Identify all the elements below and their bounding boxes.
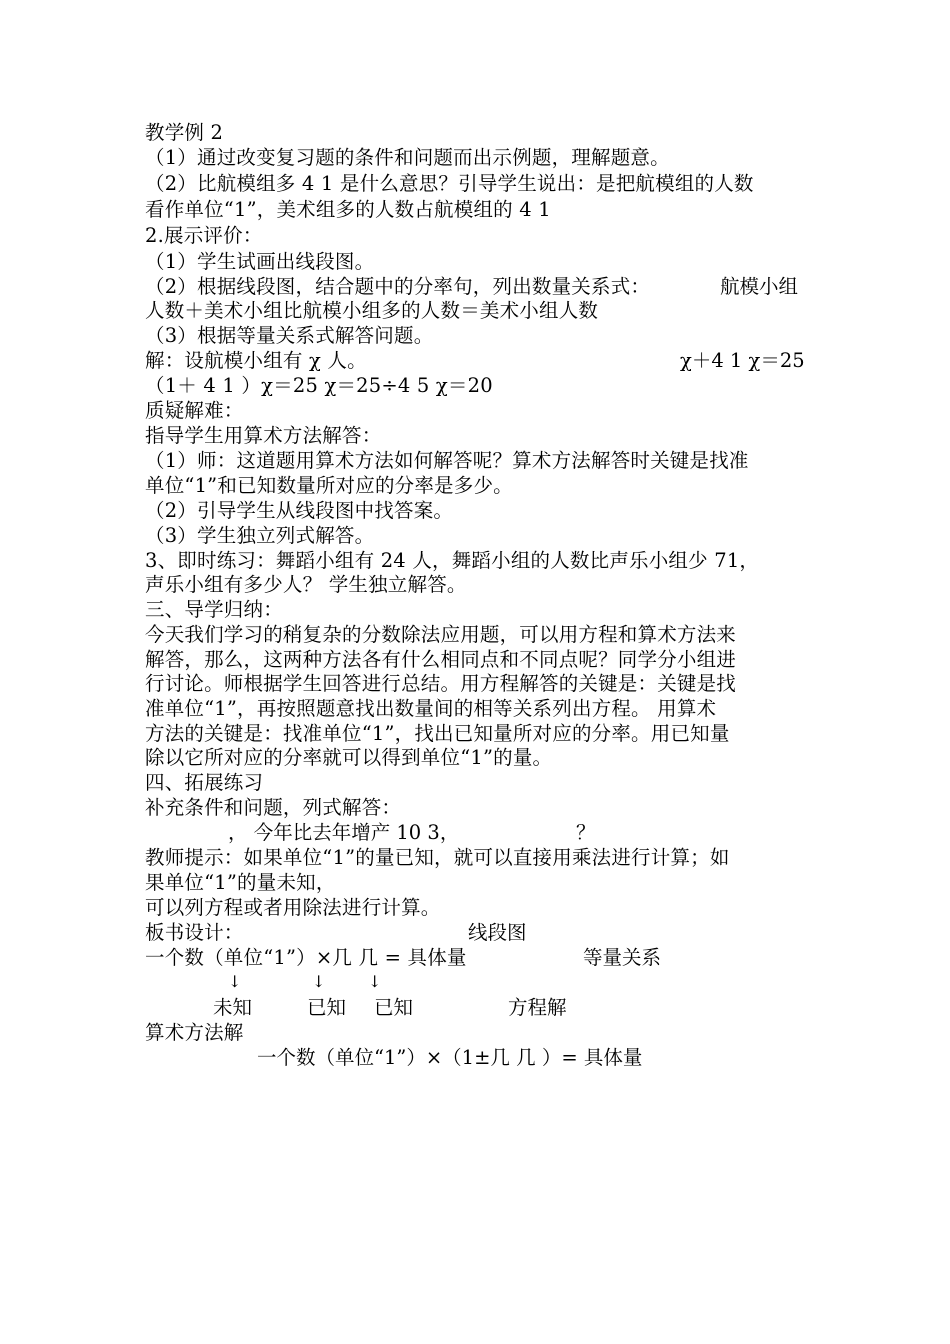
equation-line: （1＋ 4 1 ）χ＝25 χ＝25÷4 5 χ＝20 bbox=[145, 374, 493, 397]
equation-fragment: χ＋4 1 χ＝25 bbox=[680, 349, 805, 372]
text-line: （1）学生试画出线段图。 bbox=[145, 250, 375, 273]
text-line: （2）比航模组多 4 1 是什么意思？引导学生说出：是把航模组的人数 bbox=[145, 172, 754, 195]
text-line: 准单位“1”，再按照题意找出数量间的相等关系列出方程。 用算术 bbox=[145, 697, 717, 720]
text-line: （1）师：这道题用算术方法如何解答呢？算术方法解答时关键是找准 bbox=[145, 449, 749, 472]
text-line: （3）学生独立列式解答。 bbox=[145, 524, 375, 547]
section-heading: 2.展示评价： bbox=[145, 224, 263, 247]
text-line: （3）根据等量关系式解答问题。 bbox=[145, 324, 434, 347]
board-title: 线段图 bbox=[468, 921, 527, 944]
text-line: 方法的关键是：找准单位“1”，找出已知量所对应的分率。用已知量 bbox=[145, 722, 730, 745]
text-line: 解答，那么，这两种方法各有什么相同点和不同点呢？同学分小组进 bbox=[145, 648, 737, 671]
formula-line: 一个数（单位“1”）×（1±几 几 ）= 具体量 bbox=[257, 1046, 643, 1069]
text-line: 可以列方程或者用除法进行计算。 bbox=[145, 896, 441, 919]
known-label: 已知 bbox=[307, 996, 347, 1019]
text-line: 今天我们学习的稍复杂的分数除法应用题，可以用方程和算术方法来 bbox=[145, 623, 737, 646]
text-line: 教师提示：如果单位“1”的量已知，就可以直接用乘法进行计算；如 bbox=[145, 846, 730, 869]
text-line: 看作单位“1”，美术组多的人数占航模组的 4 1 bbox=[145, 198, 551, 221]
down-arrow-icon: ↓ bbox=[368, 972, 382, 991]
task-question-mark: ？ bbox=[576, 821, 596, 844]
text-line: 单位“1”和已知数量所对应的分率是多少。 bbox=[145, 474, 513, 497]
text-line: 行讨论。师根据学生回答进行总结。用方程解答的关键是：关键是找 bbox=[145, 672, 737, 695]
text-line: 3、即时练习：舞蹈小组有 24 人，舞蹈小组的人数比声乐小组少 71， bbox=[145, 549, 760, 572]
board-design-label: 板书设计： bbox=[145, 921, 244, 944]
unknown-label: 未知 bbox=[213, 996, 253, 1019]
text-line: 指导学生用算术方法解答： bbox=[145, 424, 382, 447]
section-heading: 质疑解难： bbox=[145, 399, 244, 422]
section-heading: 四、拓展练习 bbox=[145, 771, 264, 794]
text-line: （2）根据线段图，结合题中的分率句，列出数量关系式： bbox=[145, 275, 651, 298]
formula-line: 一个数（单位“1”）×几 几 = 具体量 bbox=[145, 946, 467, 969]
heading-example-2: 教学例 2 bbox=[145, 121, 224, 144]
text-line: 除以它所对应的分率就可以得到单位“1”的量。 bbox=[145, 746, 553, 769]
down-arrow-icon: ↓ bbox=[228, 972, 242, 991]
arithmetic-method-label: 算术方法解 bbox=[145, 1021, 244, 1044]
text-fragment: 航模小组 bbox=[720, 275, 799, 298]
text-line: 补充条件和问题，列式解答： bbox=[145, 796, 402, 819]
text-line: 人数＋美术小组比航模小组多的人数＝美术小组人数 bbox=[145, 299, 599, 322]
down-arrow-icon: ↓ bbox=[312, 972, 326, 991]
text-line: 声乐小组有多少人？ 学生独立解答。 bbox=[145, 573, 467, 596]
known-label: 已知 bbox=[374, 996, 414, 1019]
text-line: 果单位“1”的量未知， bbox=[145, 871, 336, 894]
equal-relation-label: 等量关系 bbox=[583, 946, 662, 969]
text-line: 解：设航模小组有 χ 人。 bbox=[145, 349, 367, 372]
text-line: （1）通过改变复习题的条件和问题而出示例题，理解题意。 bbox=[145, 146, 670, 169]
section-heading: 三、导学归纳： bbox=[145, 598, 283, 621]
equation-solution-label: 方程解 bbox=[508, 996, 567, 1019]
task-fragment: ， 今年比去年增产 10 3， bbox=[228, 821, 460, 844]
text-line: （2）引导学生从线段图中找答案。 bbox=[145, 499, 454, 522]
